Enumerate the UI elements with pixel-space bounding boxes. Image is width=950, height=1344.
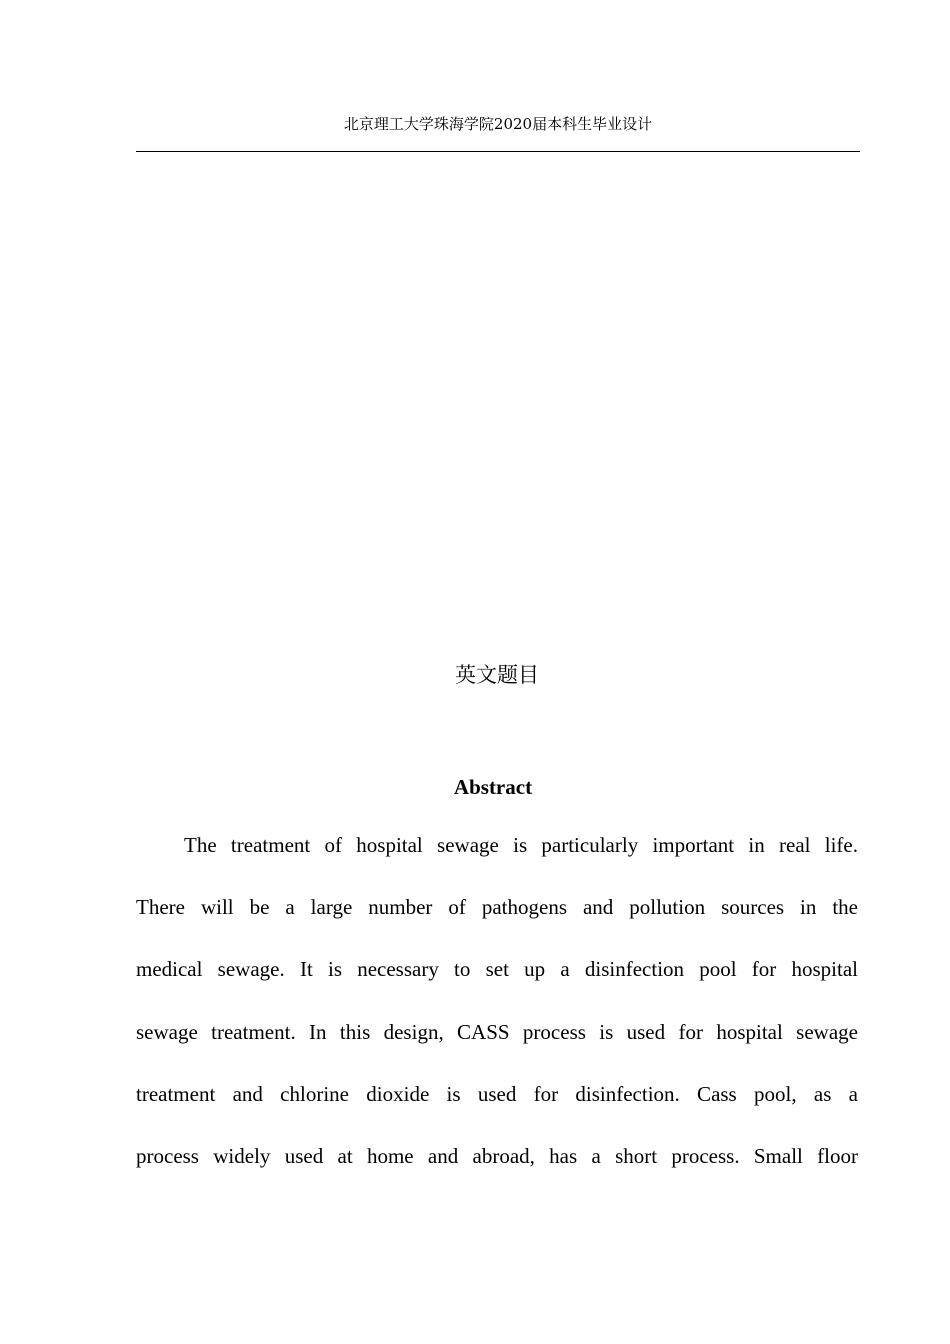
abstract-line: The treatment of hospital sewage is particularly important in real life. (184, 833, 858, 857)
abstract-line: medical sewage. It is necessary to set up a disinfection pool for hospital (136, 957, 858, 982)
running-header: 北京理工大学珠海学院2020届本科生毕业设计 (343, 115, 653, 133)
abstract-heading: Abstract (453, 775, 533, 799)
english-title-placeholder: 英文题目 (455, 663, 539, 687)
header-divider (136, 151, 860, 152)
abstract-line: sewage treatment. In this design, CASS process is used for hospital sewage (136, 1019, 858, 1044)
abstract-line: process widely used at home and abroad, has a short process. Small floor (136, 1143, 858, 1168)
abstract-line: treatment and chlorine dioxide is used for disinfection. Cass pool, as a (136, 1081, 858, 1106)
abstract-line: There will be a large number of pathogens and pollution sources in the (136, 895, 858, 920)
abstract-paragraph (136, 814, 858, 1187)
